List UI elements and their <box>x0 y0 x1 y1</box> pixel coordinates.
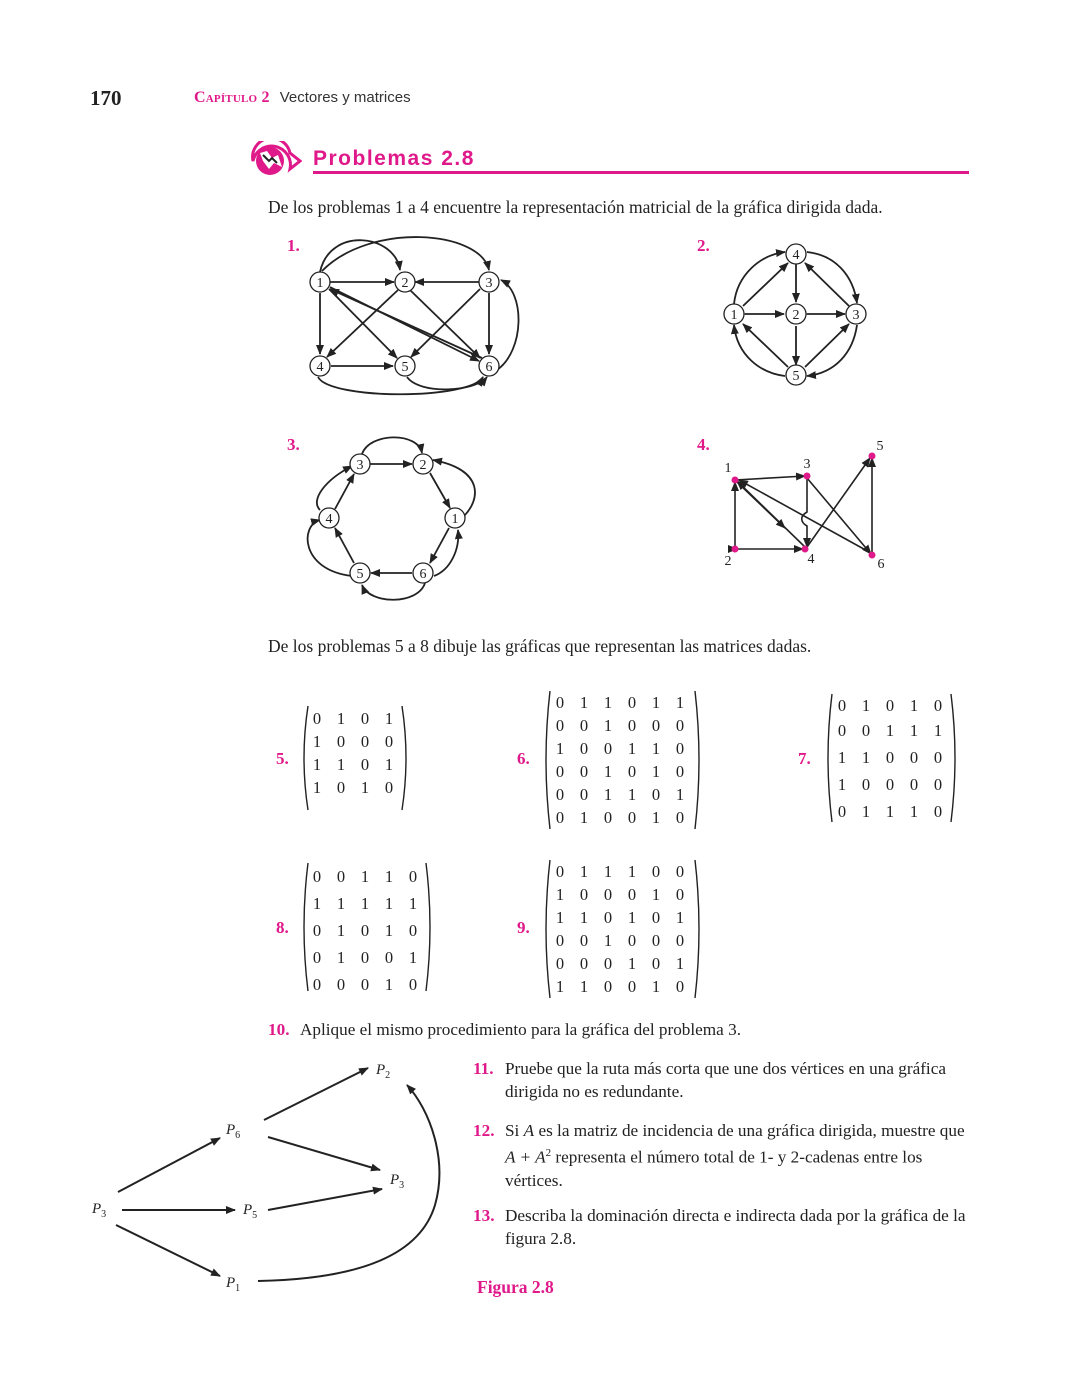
matrix-entry: 0 <box>336 777 346 797</box>
matrix-entry: 0 <box>336 866 346 886</box>
matrix-row <box>830 798 950 825</box>
matrix-row <box>305 730 401 753</box>
matrix-entry: 0 <box>627 807 637 827</box>
matrix-entry: 0 <box>837 801 847 821</box>
matrix-entry: 1 <box>384 974 394 994</box>
problem-text: Pruebe que la ruta más corta que une dos vértices en una gráfica dirigida no es redundante. <box>505 1059 946 1101</box>
matrix-row <box>548 975 692 998</box>
matrix-entry: 1 <box>651 884 661 904</box>
matrix-row <box>830 717 950 744</box>
matrix-entry: 0 <box>675 738 685 758</box>
matrix-entry: 0 <box>885 747 895 767</box>
matrix-entry: 1 <box>603 930 613 950</box>
g3-vertex: 5 <box>356 567 364 582</box>
matrix-entry: 1 <box>837 774 847 794</box>
lightning-icon <box>250 141 302 181</box>
g1-vertex: 6 <box>485 360 493 375</box>
matrix-entry: 0 <box>627 692 637 712</box>
matrix-entry: 0 <box>675 761 685 781</box>
matrix-entry: 1 <box>627 953 637 973</box>
matrix-entry: 1 <box>933 720 943 740</box>
figure-caption: Figura 2.8 <box>477 1277 554 1297</box>
matrix-entry: 1 <box>579 861 589 881</box>
matrix-entry: 1 <box>384 893 394 913</box>
problem-text: Si A es la matriz de incidencia de una gráfica dirigida, muestre que $A + A^2$ representa el número total de 1- y 2-cadenas entre los vértices. <box>505 1121 965 1190</box>
matrix-entry: 1 <box>312 893 322 913</box>
matrix-entry: 0 <box>651 784 661 804</box>
matrix-entry: 0 <box>651 953 661 973</box>
matrix-row <box>305 753 401 776</box>
graph-3 <box>300 430 490 605</box>
matrix-entry: 1 <box>651 761 661 781</box>
matrix-row <box>548 783 692 806</box>
matrix-entry: 1 <box>408 893 418 913</box>
matrix-entry: 1 <box>651 738 661 758</box>
matrix-entry: 0 <box>675 930 685 950</box>
matrix-entry: 0 <box>360 974 370 994</box>
matrix-entry: 1 <box>312 731 322 751</box>
matrix-entry: 0 <box>312 866 322 886</box>
g1-vertex: 1 <box>316 276 324 291</box>
g3-vertex: 4 <box>325 512 333 527</box>
matrix-row <box>305 707 401 730</box>
matrix-entry: 1 <box>312 754 322 774</box>
matrix-entry: 0 <box>933 801 943 821</box>
matrix-entry: 0 <box>579 761 589 781</box>
matrix-entry: 1 <box>384 754 394 774</box>
g3-vertex: 2 <box>419 458 427 473</box>
matrix-entry: 1 <box>360 866 370 886</box>
matrix-entry: 1 <box>384 866 394 886</box>
matrix-entry: 0 <box>651 715 661 735</box>
matrix-entry: 1 <box>885 801 895 821</box>
matrix-entry: 0 <box>579 930 589 950</box>
matrix-entry: 0 <box>408 920 418 940</box>
matrix-entry: 0 <box>861 774 871 794</box>
matrix-entry: 1 <box>360 893 370 913</box>
page-number: 170 <box>90 86 122 110</box>
matrix-entry: 0 <box>579 784 589 804</box>
matrix-entry: 0 <box>384 731 394 751</box>
matrix-entry: 1 <box>579 692 589 712</box>
g3-vertex: 1 <box>451 512 459 527</box>
matrix-entry: 0 <box>408 974 418 994</box>
matrix-entry: 0 <box>909 747 919 767</box>
g2-vertex: 2 <box>792 308 800 323</box>
matrix-entry: 0 <box>603 953 613 973</box>
matrix-7-label: 7. <box>798 749 811 768</box>
matrix-entry: 0 <box>837 695 847 715</box>
matrix-row <box>548 691 692 714</box>
matrix-entry: 0 <box>651 907 661 927</box>
matrix-entry: 1 <box>603 784 613 804</box>
g4-vertex: 3 <box>803 457 811 472</box>
intro-problems-1-4: De los problemas 1 a 4 encuentre la representación matricial de la gráfica dirigida dada. <box>268 197 883 217</box>
problem-10 <box>268 1018 968 1041</box>
matrix-entry: 0 <box>555 861 565 881</box>
section-rule <box>313 171 969 174</box>
graph-4-label: 4. <box>697 435 710 454</box>
graph-2 <box>715 235 880 395</box>
graph-3-label: 3. <box>287 435 300 454</box>
matrix-entry: 0 <box>312 947 322 967</box>
problem-12 <box>473 1119 973 1192</box>
matrix-entry: 0 <box>675 861 685 881</box>
matrix-entry: 0 <box>627 976 637 996</box>
matrix-entry: 0 <box>555 715 565 735</box>
matrix-entry: 1 <box>555 976 565 996</box>
matrix-6-label: 6. <box>517 749 530 768</box>
matrix-row <box>548 714 692 737</box>
matrix-entry: 0 <box>555 761 565 781</box>
matrix-entry: 1 <box>408 947 418 967</box>
matrix-entry: 0 <box>651 861 661 881</box>
node-p2: $P_2$ <box>376 1062 391 1081</box>
matrix-entry: 1 <box>603 861 613 881</box>
problem-number: 12. <box>473 1121 495 1140</box>
matrix-row <box>548 760 692 783</box>
matrix-entry: 0 <box>837 720 847 740</box>
problem-13 <box>473 1204 973 1250</box>
matrix-entry: 0 <box>579 715 589 735</box>
matrix-entry: 1 <box>675 907 685 927</box>
matrix-entry: 0 <box>360 731 370 751</box>
matrix-row <box>548 929 692 952</box>
matrix-entry: 0 <box>885 695 895 715</box>
g2-vertex: 3 <box>852 308 860 323</box>
problem-11 <box>473 1057 973 1103</box>
matrix-entry: 1 <box>627 861 637 881</box>
matrix-entry: 0 <box>603 807 613 827</box>
matrix-entry: 0 <box>933 695 943 715</box>
matrix-5 <box>300 704 396 796</box>
g2-vertex: 1 <box>730 308 738 323</box>
matrix-entry: 0 <box>579 953 589 973</box>
g2-vertex: 4 <box>792 248 800 263</box>
matrix-entry: 1 <box>909 695 919 715</box>
matrix-entry: 0 <box>360 920 370 940</box>
graph-4 <box>715 430 895 580</box>
matrix-entry: 0 <box>627 930 637 950</box>
problem-text: Describa la dominación directa e indirecta dada por la gráfica de la figura 2.8. <box>505 1206 966 1248</box>
matrix-entry: 0 <box>555 930 565 950</box>
node-p3-left: $P_3$ <box>92 1201 107 1220</box>
matrix-entry: 1 <box>909 801 919 821</box>
matrix-entry: 0 <box>312 974 322 994</box>
matrix-entry: 0 <box>909 774 919 794</box>
matrix-entry: 1 <box>312 777 322 797</box>
matrix-entry: 0 <box>885 774 895 794</box>
matrix-entry: 0 <box>336 974 346 994</box>
matrix-row <box>305 944 425 971</box>
intro-problems-5-8: De los problemas 5 a 8 dibuje las gráficas que representan las matrices dadas. <box>268 636 812 656</box>
matrix-entry: 0 <box>603 738 613 758</box>
matrix-row <box>548 737 692 760</box>
matrix-entry: 0 <box>861 720 871 740</box>
matrix-entry: 0 <box>627 761 637 781</box>
matrix-row <box>305 917 425 944</box>
matrix-entry: 1 <box>909 720 919 740</box>
matrix-entry: 1 <box>627 738 637 758</box>
matrix-entry: 1 <box>603 692 613 712</box>
g2-vertex: 5 <box>792 369 800 384</box>
graph-1-label: 1. <box>287 236 300 255</box>
g1-vertex: 2 <box>401 276 409 291</box>
matrix-entry: 0 <box>555 784 565 804</box>
graph-1 <box>290 230 540 410</box>
running-header <box>194 89 411 107</box>
matrix-entry: 0 <box>408 866 418 886</box>
matrix-row <box>548 883 692 906</box>
matrix-entry: 1 <box>861 695 871 715</box>
matrix-row <box>548 860 692 883</box>
matrix-entry: 1 <box>675 692 685 712</box>
matrix-row <box>548 806 692 829</box>
matrix-entry: 1 <box>885 720 895 740</box>
matrix-row <box>305 890 425 917</box>
matrix-entry: 0 <box>675 807 685 827</box>
node-p3-right: $P_3$ <box>390 1172 405 1191</box>
g4-vertex: 1 <box>724 461 732 476</box>
g3-vertex: 3 <box>356 458 364 473</box>
matrix-entry: 0 <box>675 715 685 735</box>
matrix-entry: 0 <box>627 715 637 735</box>
matrix-entry: 0 <box>312 708 322 728</box>
matrix-entry: 0 <box>603 907 613 927</box>
g1-vertex: 5 <box>401 360 409 375</box>
matrix-entry: 0 <box>384 947 394 967</box>
matrix-entry: 0 <box>651 930 661 950</box>
node-p1: $P_1$ <box>226 1275 241 1294</box>
matrix-row <box>830 744 950 771</box>
matrix-entry: 0 <box>336 731 346 751</box>
matrix-entry: 0 <box>360 708 370 728</box>
matrix-entry: 1 <box>837 747 847 767</box>
matrix-entry: 0 <box>627 884 637 904</box>
matrix-entry: 1 <box>336 754 346 774</box>
matrix-entry: 0 <box>933 747 943 767</box>
matrix-entry: 0 <box>675 976 685 996</box>
problem-number: 13. <box>473 1206 495 1225</box>
matrix-row <box>305 971 425 998</box>
matrix-entry: 1 <box>603 761 613 781</box>
problem-number: 11. <box>473 1059 494 1078</box>
figure-2-8 <box>80 1055 470 1305</box>
matrix-entry: 0 <box>312 920 322 940</box>
matrix-entry: 1 <box>627 784 637 804</box>
matrix-entry: 0 <box>579 738 589 758</box>
matrix-entry: 1 <box>555 907 565 927</box>
matrix-entry: 1 <box>579 807 589 827</box>
matrix-entry: 1 <box>579 976 589 996</box>
matrix-entry: 1 <box>384 920 394 940</box>
matrix-entry: 1 <box>675 784 685 804</box>
matrix-row <box>830 771 950 798</box>
matrix-entry: 1 <box>861 801 871 821</box>
problem-text: Aplique el mismo procedimiento para la gráfica del problema 3. <box>300 1020 741 1039</box>
matrix-entry: 0 <box>603 884 613 904</box>
matrix-entry: 1 <box>861 747 871 767</box>
matrix-entry: 0 <box>579 884 589 904</box>
g4-vertex: 2 <box>724 554 732 569</box>
matrix-row <box>548 906 692 929</box>
matrix-5-label: 5. <box>276 749 289 768</box>
matrix-entry: 0 <box>360 754 370 774</box>
matrix-entry: 1 <box>555 738 565 758</box>
matrix-row <box>830 694 950 717</box>
graph-2-label: 2. <box>697 236 710 255</box>
problem-number: 10. <box>268 1020 290 1039</box>
matrix-entry: 0 <box>933 774 943 794</box>
matrix-entry: 1 <box>360 777 370 797</box>
g4-vertex: 5 <box>876 439 884 454</box>
matrix-entry: 1 <box>603 715 613 735</box>
matrix-entry: 1 <box>651 807 661 827</box>
matrix-entry: 0 <box>675 884 685 904</box>
chapter-title: Vectores y matrices <box>279 89 411 106</box>
matrix-9-label: 9. <box>517 918 530 937</box>
matrix-entry: 1 <box>651 976 661 996</box>
g4-vertex: 4 <box>807 552 815 567</box>
matrix-entry: 1 <box>579 907 589 927</box>
matrix-8 <box>300 861 420 996</box>
matrix-entry: 0 <box>603 976 613 996</box>
matrix-9 <box>542 858 686 996</box>
g3-vertex: 6 <box>419 567 427 582</box>
matrix-entry: 1 <box>384 708 394 728</box>
g1-vertex: 4 <box>316 360 324 375</box>
node-p6: $P_6$ <box>226 1122 241 1141</box>
matrix-entry: 1 <box>336 893 346 913</box>
g1-vertex: 3 <box>485 276 493 291</box>
matrix-entry: 1 <box>336 947 346 967</box>
matrix-6 <box>542 689 686 827</box>
matrix-entry: 0 <box>384 777 394 797</box>
matrix-row <box>305 863 425 890</box>
matrix-entry: 0 <box>555 953 565 973</box>
matrix-8-label: 8. <box>276 918 289 937</box>
matrix-entry: 0 <box>555 692 565 712</box>
section-title: Problemas 2.8 <box>313 147 475 170</box>
matrix-entry: 1 <box>627 907 637 927</box>
matrix-entry: 1 <box>336 920 346 940</box>
matrix-entry: 1 <box>651 692 661 712</box>
matrix-row <box>548 952 692 975</box>
matrix-7 <box>824 692 944 823</box>
matrix-entry: 1 <box>555 884 565 904</box>
chapter-label: Capítulo 2 <box>194 89 270 106</box>
matrix-entry: 0 <box>555 807 565 827</box>
matrix-entry: 1 <box>336 708 346 728</box>
matrix-entry: 0 <box>360 947 370 967</box>
node-p5: $P_5$ <box>243 1202 258 1221</box>
matrix-row <box>305 776 401 799</box>
matrix-entry: 1 <box>675 953 685 973</box>
g4-vertex: 6 <box>877 557 885 572</box>
